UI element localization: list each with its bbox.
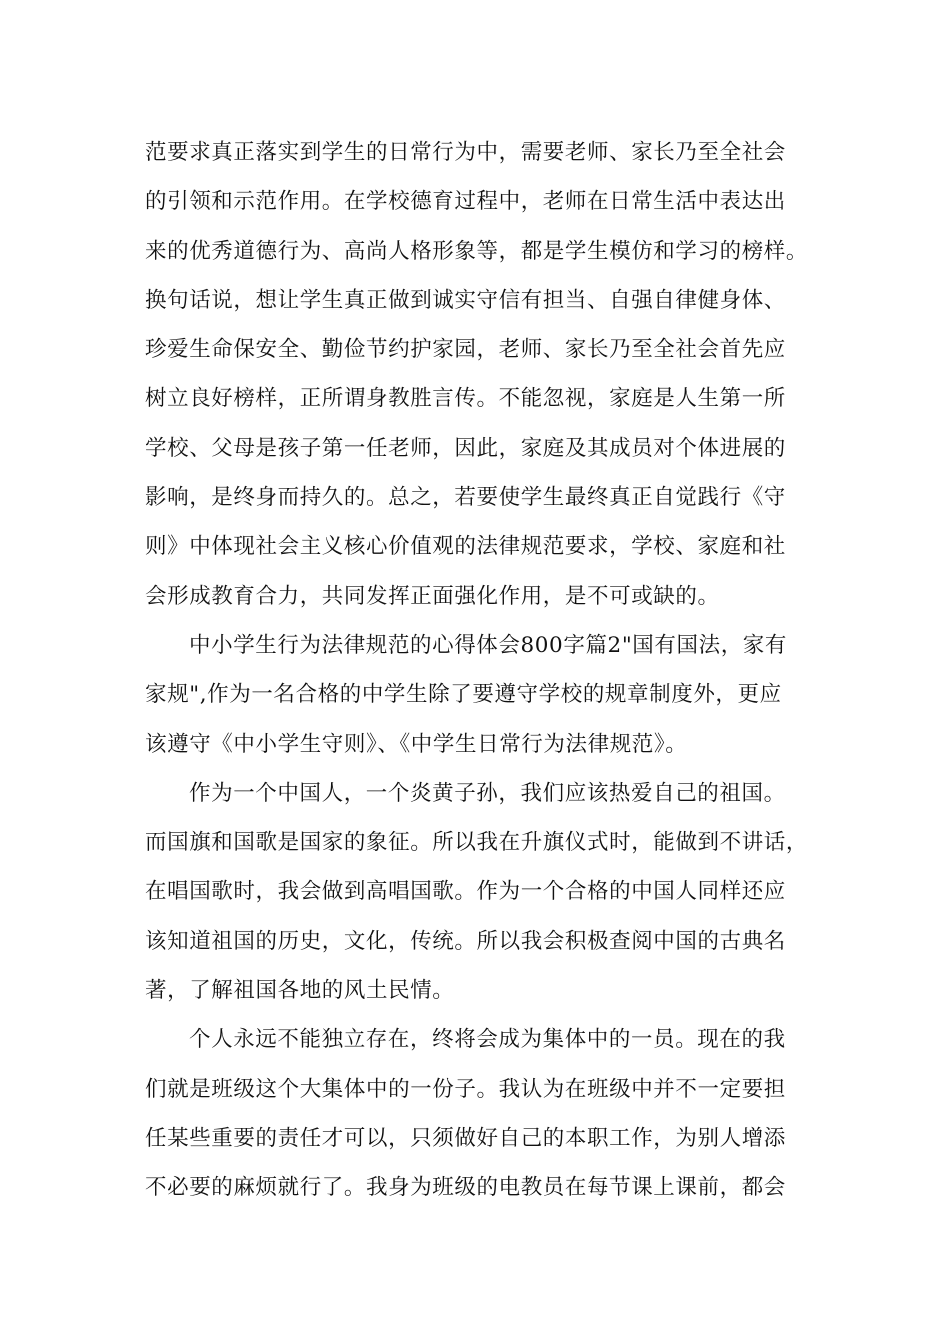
text-line: 影响，是终身而持久的。总之，若要使学生最终真正自觉践行《守 bbox=[145, 485, 786, 511]
paragraph-start-line: 个人永远不能独立存在，终将会成为集体中的一员。现在的我 bbox=[189, 1027, 786, 1053]
text-line: 则》中体现社会主义核心价值观的法律规范要求，学校、家庭和社 bbox=[145, 534, 786, 560]
text-line: 珍爱生命保安全、勤俭节约护家园，老师、家长乃至全社会首先应 bbox=[145, 337, 786, 363]
text-line: 范要求真正落实到学生的日常行为中，需要老师、家长乃至全社会 bbox=[145, 140, 786, 165]
text-line: 著，了解祖国各地的风土民情。 bbox=[145, 978, 455, 1004]
text-line: 在唱国歌时，我会做到高唱国歌。作为一个合格的中国人同样还应 bbox=[145, 879, 786, 905]
text-line: 任某些重要的责任才可以，只须做好自己的本职工作，为别人增添 bbox=[145, 1125, 786, 1151]
text-line: 的引领和示范作用。在学校德育过程中，老师在日常生活中表达出 bbox=[145, 189, 786, 215]
text-line: 们就是班级这个大集体中的一份子。我认为在班级中并不一定要担 bbox=[145, 1076, 786, 1102]
text-line: 换句话说，想让学生真正做到诚实守信有担当、自强自律健身体、 bbox=[145, 287, 786, 313]
text-line: 会形成教育合力，共同发挥正面强化作用，是不可或缺的。 bbox=[145, 583, 720, 609]
text-line: 而国旗和国歌是国家的象征。所以我在升旗仪式时，能做到不讲话， bbox=[145, 830, 809, 856]
text-line: 树立良好榜样，正所谓身教胜言传。不能忽视，家庭是人生第一所 bbox=[145, 386, 786, 412]
text-line: 学校、父母是孩子第一任老师，因此，家庭及其成员对个体进展的 bbox=[145, 435, 786, 461]
text-line: 该知道祖国的历史，文化，传统。所以我会积极查阅中国的古典名 bbox=[145, 928, 786, 954]
paragraph-start-line: 作为一个中国人，一个炎黄子孙，我们应该热爱自己的祖国。 bbox=[189, 780, 786, 806]
text-line: 不必要的麻烦就行了。我身为班级的电教员在每节课上课前，都会 bbox=[145, 1175, 786, 1201]
text-line: 家规",作为一名合格的中学生除了要遵守学校的规章制度外，更应 bbox=[145, 682, 782, 708]
text-line: 来的优秀道德行为、高尚人格形象等，都是学生模仿和学习的榜样。 bbox=[145, 238, 809, 264]
text-line: 该遵守《中小学生守则》、《中学生日常行为法律规范》。 bbox=[145, 731, 688, 757]
body-text bbox=[145, 128, 825, 1213]
paragraph-start-line: 中小学生行为法律规范的心得体会800字篇2"国有国法，家有 bbox=[189, 632, 788, 658]
